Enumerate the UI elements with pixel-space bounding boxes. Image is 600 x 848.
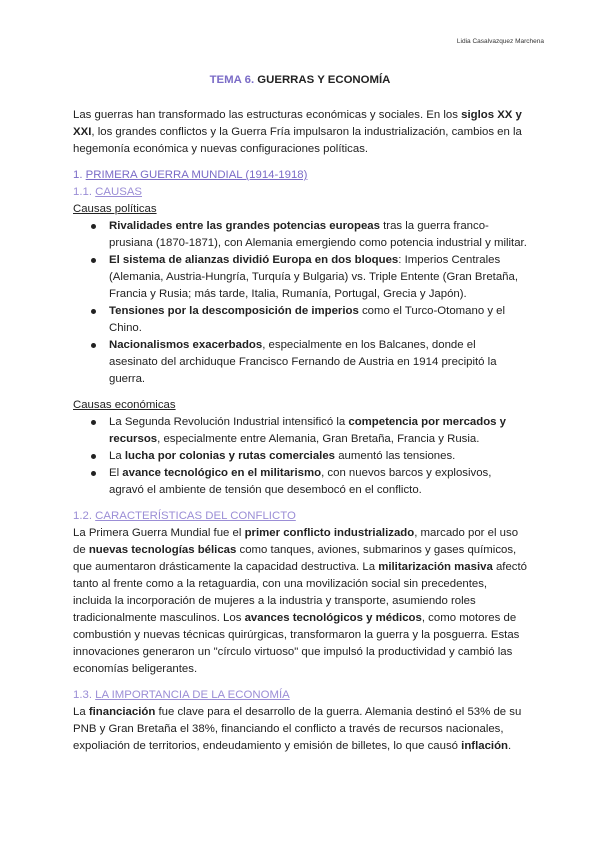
section-heading-1-2: 1.2. CARACTERÍSTICAS DEL CONFLICTO: [73, 510, 296, 522]
intro-paragraph: Las guerras han transformado las estructuras económicas y sociales. En los siglos XX y XXI, los grandes conflictos y la Guerra Fría impulsaron la industrialización, cambios en la hegemonía económica y nuevas configuraciones políticas.: [73, 109, 522, 155]
economic-causes-list: [73, 414, 527, 499]
list-item: Rivalidades entre las grandes potencias europeas tras la guerra franco-prusiana (1870-1871), con Alemania emergiendo como potencia industrial y militar.: [109, 218, 527, 252]
list-item: El avance tecnológico en el militarismo, con nuevos barcos y explosivos, agravó el ambiente de tensión que desembocó en el conflicto.: [109, 465, 527, 499]
section-heading-1: 1. PRIMERA GUERRA MUNDIAL (1914-1918): [73, 169, 308, 181]
list-item: La Segunda Revolución Industrial intensificó la competencia por mercados y recursos, especialmente entre Alemania, Gran Bretaña, Francia y Rusia.: [109, 414, 527, 448]
economy-paragraph: La financiación fue clave para el desarrollo de la guerra. Alemania destinó el 53% de su PNB y Gran Bretaña el 38%, financiando el conflicto a través de recursos nacionales, expoliación de territorios, endeudamiento y emisión de billetes, lo que causó inflación.: [73, 706, 522, 752]
subheading-political-causes: Causas políticas: [73, 203, 157, 215]
section-heading-1-3: 1.3. LA IMPORTANCIA DE LA ECONOMÍA: [73, 689, 290, 701]
section-heading-1-1: 1.1. CAUSAS: [73, 186, 143, 198]
subheading-economic-causes: Causas económicas: [73, 399, 176, 411]
characteristics-paragraph: La Primera Guerra Mundial fue el primer conflicto industrializado, marcado por el uso de nuevas tecnologías bélicas como tanques, aviones, submarinos y gases químicos, que aumentaron drásticamente la capacidad destructiva. La militarización masiva afectó tanto al frente como a la retaguardia, con una movilización social sin precedentes, incluida la incorporación de mujeres a la industria y transporte, asumiendo roles tradicionalmente masculinos. Los avances tecnológicos y médicos, como motores de combustión y nuevas técnicas quirúrgicas, transformaron la guerra y la posguerra. Estas innovaciones generaron un "círculo virtuoso" que impulsó la productividad y cambió las economías beligerantes.: [73, 527, 527, 675]
list-item: La lucha por colonias y rutas comerciales aumentó las tensiones.: [109, 448, 527, 465]
list-item: Tensiones por la descomposición de imperios como el Turco-Otomano y el Chino.: [109, 303, 527, 337]
list-item: El sistema de alianzas dividió Europa en dos bloques: Imperios Centrales (Alemania, Austria-Hungría, Turquía y Bulgaria) vs. Triple Entente (Gran Bretaña, Francia y Rusia; más tarde, Italia, Rumanía, Portugal, Grecia y Japón).: [109, 252, 527, 303]
list-item: Nacionalismos exacerbados, especialmente en los Balcanes, donde el asesinato del archiduque Francisco Fernando de Austria en 1914 precipitó la guerra.: [109, 337, 527, 388]
author-name: Lidia Casalvazquez Marchena: [456, 38, 544, 45]
document-body: [73, 107, 527, 755]
page-title: TEMA 6. GUERRAS Y ECONOMÍA: [209, 74, 391, 86]
political-causes-list: [73, 218, 527, 388]
